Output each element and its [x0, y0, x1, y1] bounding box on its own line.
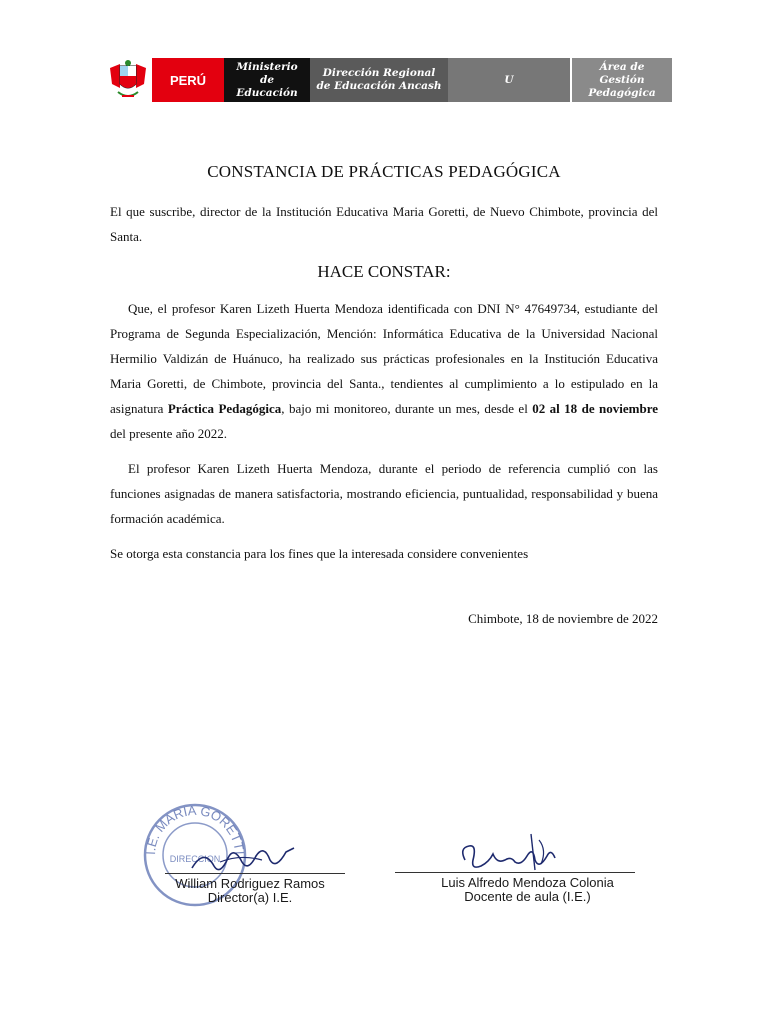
stamp-text: I.E. MARIA GORETTI	[142, 802, 248, 856]
right-signatory-role: Docente de aula (I.E.)	[464, 889, 591, 904]
institutional-header	[104, 58, 672, 102]
unidad-label: U	[448, 58, 570, 102]
main-paragraph-text-b: , bajo mi monitoreo, durante un mes, desde el	[281, 401, 533, 416]
closing-paragraph: Se otorga esta constancia para los fines que la interesada considere convenientes	[110, 546, 529, 561]
right-signatory	[420, 876, 635, 904]
main-paragraph-text-c: del presente año 2022.	[110, 426, 227, 441]
left-signature-line	[165, 873, 345, 874]
left-signatory-name: William Rodriguez Ramos	[175, 876, 325, 891]
right-signature-line	[395, 872, 635, 873]
document-title: CONSTANCIA DE PRÁCTICAS PEDAGÓGICA	[207, 162, 561, 181]
left-signature-scribble	[190, 838, 300, 878]
peru-coat-of-arms-icon	[104, 58, 152, 102]
hace-constar-heading: HACE CONSTAR:	[317, 262, 451, 281]
stamp-inner-text: DIRECCION	[169, 854, 221, 864]
left-signatory-role: Director(a) I.E.	[207, 890, 293, 905]
left-signatory	[150, 877, 350, 905]
intro-paragraph: El que suscribe, director de la Institución Educativa Maria Goretti, de Nuevo Chimbote, provincia del Santa.	[110, 204, 658, 244]
asignatura-name: Práctica Pedagógica	[167, 401, 282, 416]
main-paragraph-text-a: Que, el profesor Karen Lizeth Huerta Mendoza identificada con DNI N° 47649734, estudiante del Programa de Segunda Especialización, Mención: Informática Educativa de la Universidad Nacional Hermilio Valdizán de Huánuco, ha realizado sus prácticas profesionales en la Institución Educativa Maria Goretti, de Chimbote, provincia del Santa., tendientes al cumplimiento a lo estipulado en la asignatura	[110, 301, 658, 416]
area-gestion-label: Área de Gestión Pedagógica	[572, 58, 672, 102]
evaluation-paragraph: El profesor Karen Lizeth Huerta Mendoza, durante el periodo de referencia cumplió con las funciones asignadas de manera satisfactoria, mostrando eficiencia, puntualidad, responsabilidad y buena formación académica.	[110, 461, 658, 526]
right-signature-scribble	[455, 830, 575, 878]
main-paragraph	[110, 296, 658, 446]
peru-label: PERÚ	[152, 58, 224, 102]
issue-date: Chimbote, 18 de noviembre de 2022	[468, 611, 658, 626]
ministerio-label: Ministerio de Educación	[224, 58, 310, 102]
direccion-regional-label: Dirección Regional de Educación Ancash	[310, 58, 448, 102]
right-signatory-name: Luis Alfredo Mendoza Colonia	[441, 875, 614, 890]
date-range: 02 al 18 de noviembre	[532, 401, 658, 416]
